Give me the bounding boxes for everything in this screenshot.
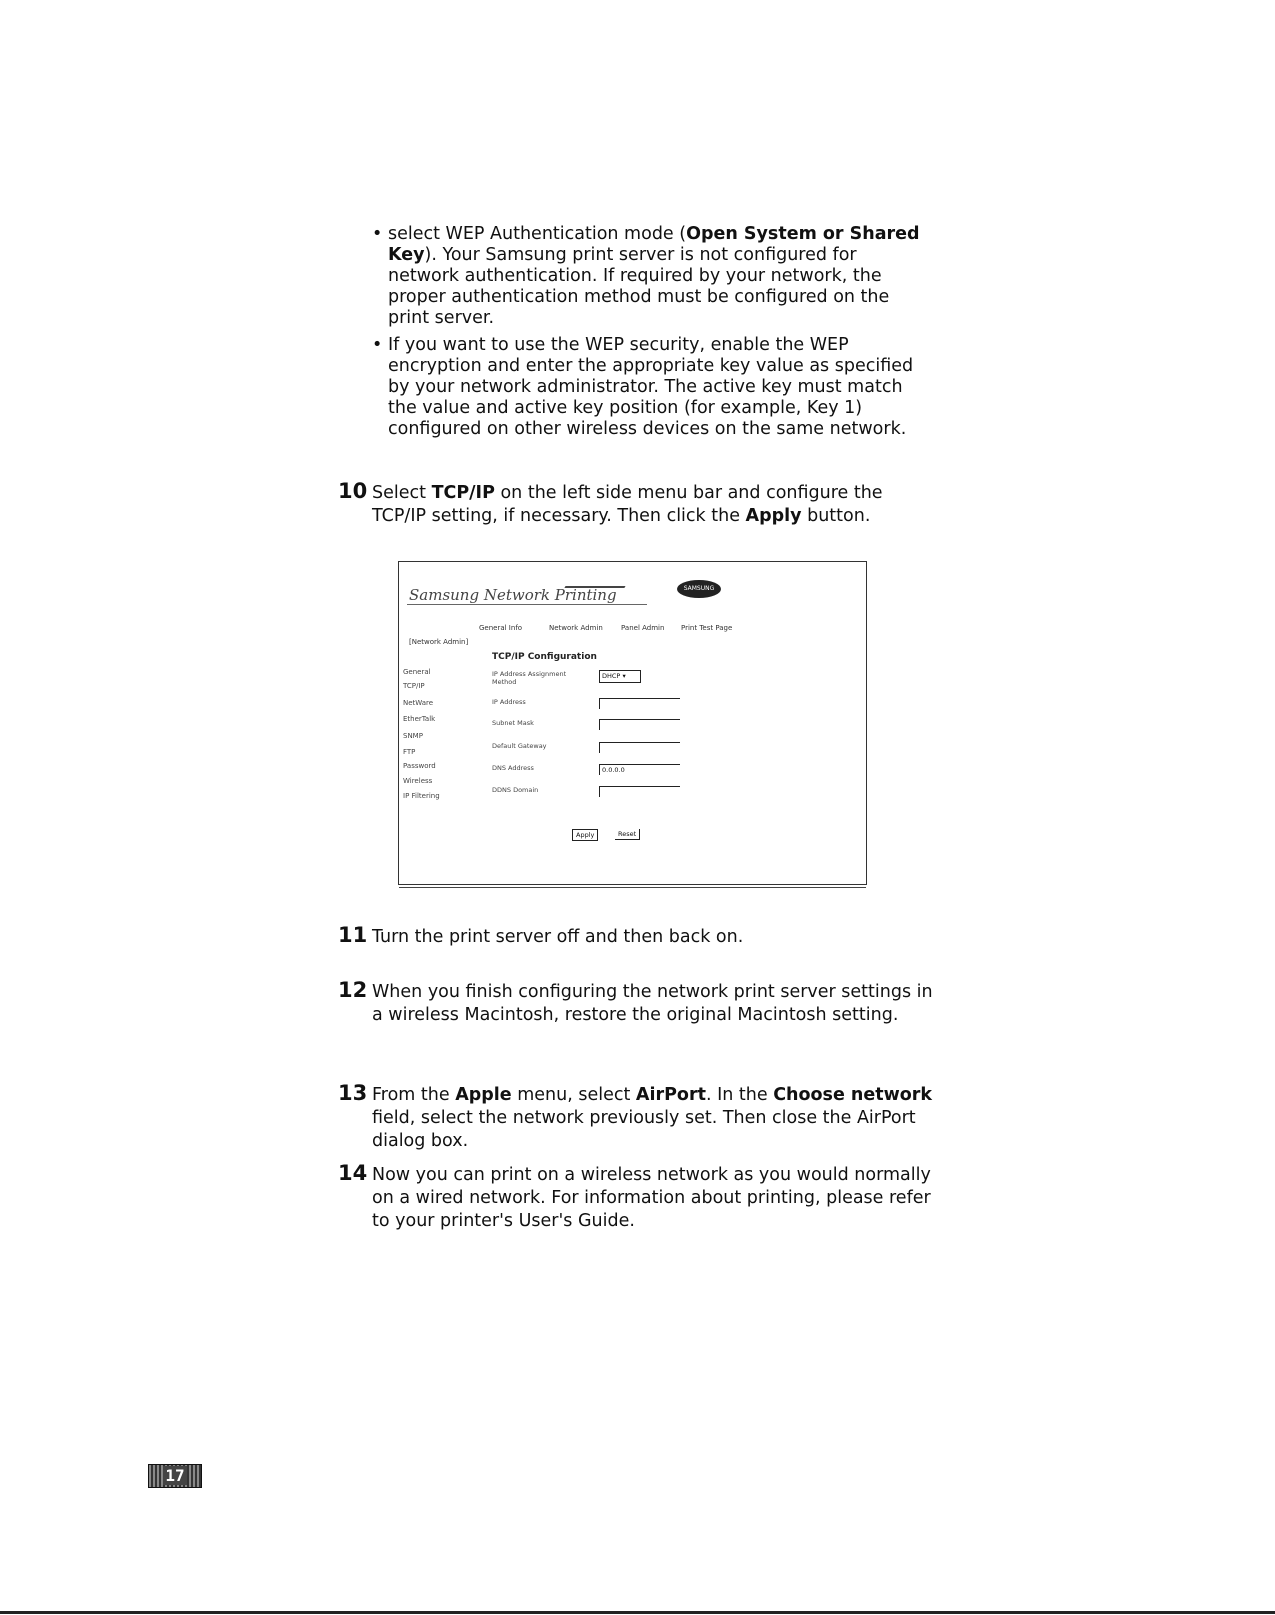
bold-term: AirPort: [635, 1085, 706, 1105]
bullet-list: [372, 224, 932, 446]
samsung-logo: SAMSUNG: [677, 580, 721, 598]
text-run: Turn the print server off and then back on.: [372, 927, 744, 947]
step-11: [338, 923, 938, 949]
step-11-text: [338, 923, 938, 949]
sidebar-heading: [Network Admin]: [409, 638, 469, 646]
nav-print-test-page[interactable]: Print Test Page: [681, 624, 733, 632]
step-12-text: [338, 978, 938, 1027]
ip-assignment-label: IP Address Assignment Method: [492, 670, 567, 686]
reset-button[interactable]: Reset: [615, 829, 640, 840]
ip-assignment-select[interactable]: [599, 670, 641, 683]
text-run: button.: [801, 506, 871, 526]
text-run: Select: [372, 483, 432, 503]
nav-panel-admin[interactable]: Panel Admin: [621, 624, 665, 632]
step-13-number: 13: [338, 1081, 368, 1105]
sidebar-item-wireless[interactable]: Wireless: [403, 777, 433, 785]
text-run: field, select the network previously set. Then close the AirPort dialog box.: [372, 1108, 916, 1151]
text-run: ). Your Samsung print server is not configured for network authentication. If required by your network, the proper authentication method must be configured on the print server.: [388, 245, 890, 328]
ddns-domain-field[interactable]: [599, 786, 680, 797]
bold-term: Apply: [745, 506, 802, 526]
chevron-down-icon: ▾: [622, 672, 626, 680]
step-10: [338, 479, 938, 528]
config-title: TCP/IP Configuration: [492, 652, 597, 662]
subnet-mask-label: Subnet Mask: [492, 719, 534, 727]
text-run: Now you can print on a wireless network as you would normally on a wired network. For information about printing, please refer to your printer's User's Guide.: [372, 1165, 931, 1231]
ip-address-field[interactable]: [599, 698, 680, 709]
sidebar-item-ip-filtering[interactable]: IP Filtering: [403, 792, 440, 800]
text-run: menu, select: [511, 1085, 636, 1105]
sidebar-item-tcpip[interactable]: TCP/IP: [403, 682, 425, 690]
subnet-mask-field[interactable]: [599, 719, 680, 730]
text-run: select WEP Authentication mode (: [388, 224, 687, 244]
step-10-text: [338, 479, 938, 528]
ip-address-label: IP Address: [492, 698, 526, 706]
bold-term: TCP/IP: [431, 483, 495, 503]
nav-general-info[interactable]: General Info: [479, 624, 523, 632]
page-bottom-rule: [0, 1611, 1275, 1614]
dns-address-label: DNS Address: [492, 764, 534, 772]
bold-term: Open System or Shared Key: [388, 224, 920, 265]
step-14-text: [338, 1161, 938, 1233]
step-14-number: 14: [338, 1161, 368, 1185]
banner-divider: [407, 604, 647, 605]
step-12: [338, 978, 938, 1027]
step-13: [338, 1081, 938, 1153]
text-run: If you want to use the WEP security, enable the WEP encryption and enter the appropriate key value as specified by your network administrator. The active key must match the value and active key position (for example, Key 1) configured on other wireless devices on the same network.: [388, 335, 914, 439]
sidebar-item-netware[interactable]: NetWare: [403, 699, 434, 707]
ip-assignment-value: DHCP: [602, 672, 621, 680]
dns-address-field[interactable]: 0.0.0.0: [599, 764, 680, 775]
step-11-number: 11: [338, 923, 368, 947]
step-14: [338, 1161, 938, 1233]
step-13-text: [338, 1081, 938, 1153]
text-run: From the: [372, 1085, 456, 1105]
step-10-number: 10: [338, 479, 368, 503]
sidebar-item-snmp[interactable]: SNMP: [403, 732, 423, 740]
step-12-number: 12: [338, 978, 368, 1002]
text-run: on the left side menu bar and configure the TCP/IP setting, if necessary. Then click the: [372, 483, 883, 526]
bullet-2-text: [388, 335, 913, 439]
sidebar-item-password[interactable]: Password: [403, 762, 436, 770]
page-number-badge: [148, 1464, 202, 1488]
banner-title: Samsung Network Printing: [409, 586, 617, 604]
sidebar-item-ftp[interactable]: FTP: [403, 748, 416, 756]
text-run: . In the: [705, 1085, 774, 1105]
tcpip-config-screenshot: [398, 561, 867, 885]
bold-term: Choose network: [773, 1085, 933, 1105]
screenshot-bottom-rule: [399, 887, 866, 888]
page-number: 17: [165, 1466, 185, 1485]
sidebar-item-ethertalk[interactable]: EtherTalk: [403, 715, 436, 723]
ddns-domain-label: DDNS Domain: [492, 786, 539, 794]
sidebar-item-general[interactable]: General: [403, 668, 431, 676]
text-run: When you finish configuring the network print server settings in a wireless Macintosh, restore the original Macintosh setting.: [372, 982, 933, 1025]
bold-term: Apple: [455, 1085, 512, 1105]
bullet-1-text: [388, 224, 920, 328]
apply-button[interactable]: Apply: [572, 829, 598, 841]
nav-network-admin[interactable]: Network Admin: [549, 624, 603, 632]
default-gateway-field[interactable]: [599, 742, 680, 753]
bullet-item-1: [372, 224, 932, 329]
default-gateway-label: Default Gateway: [492, 742, 547, 750]
bullet-item-2: [372, 335, 932, 440]
